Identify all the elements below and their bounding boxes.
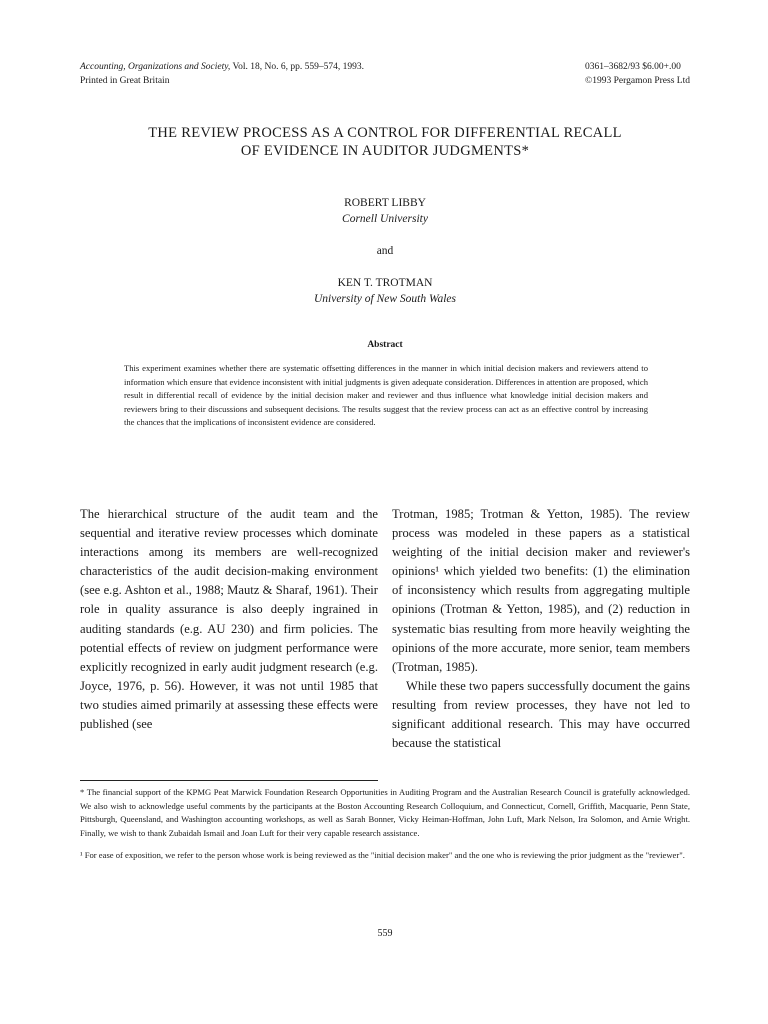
body-column-right [392,505,690,753]
footnote-1: ¹ For ease of exposition, we refer to the person whose work is being reviewed as the "initial decision maker" and the one who is reviewing the prior judgment as the "reviewer". [80,850,685,861]
paper-title [80,124,690,160]
title-line-2: OF EVIDENCE IN AUDITOR JUDGMENTS* [240,143,530,159]
author-block [80,195,690,307]
author-affiliation: University of New South Wales [313,293,457,305]
author-name: ROBERT LIBBY [344,197,426,209]
journal-citation [80,60,364,88]
footnote-acknowledgment: * The financial support of the KPMG Peat Marwick Foundation Research Opportunities in Auditing Program and the Australian Research Council is gratefully acknowledged. We also wish to acknowledge useful comments by the participants at the Boston Accounting Research Colloquium, and Connecticut, Cornell, Griffith, Macquarie, Penn State, Pittsburgh, Queensland, and Washington accounting workshops, as well as Sarah Bonner, Vicky Heiman-Hoffman, John Luft, Mark Nelson, Ira Solomon, and Arnie Wright. Finally, we wish to thank Zubaidah Ismail and Joan Luft for their very capable research assistance. [80,787,690,838]
author-conjunction: and [376,245,394,257]
body-column-left [80,505,378,734]
body-paragraph: The hierarchical structure of the audit team and the sequential and iterative review processes which dominate interactions among its members are well-recognized characteristics of the audit decision-making environment (see e.g. Ashton et al., 1988; Mautz & Sharaf, 1961). Their role in quality assurance is also deeply ingrained in auditing standards (e.g. AU 230) and firm policies. The potential effects of review on judgment performance were explicitly recognized in early audit judgment research (e.g. Joyce, 1976, p. 56). However, it was not until 1985 that two studies aimed primarily at assessing these effects were published (see [80,507,378,732]
printed-in: Printed in Great Britain [80,76,170,86]
page-number: 559 [377,928,393,939]
footnote-divider [80,780,378,781]
body-paragraph: While these two papers successfully document the gains resulting from review processes, they have not led to significant additional research. This may have occurred because the statistical [392,678,690,751]
author-1 [80,195,690,227]
copyright-notice: ©1993 Pergamon Press Ltd [585,76,690,86]
journal-name: Accounting, Organizations and Society, [80,62,231,72]
abstract-text: This experiment examines whether there are systematic offsetting differences in the manner in which initial decision makers and reviewers attend to information which ensure that evidence inconsistent with initial judgments is given adequate consideration. Differences in attention are proposed, which result in differential recall of evidence by the initial decision maker and reviewer and thus influence what knowledge initial decision makers and reviewers bring to their discussions and subsequent decisions. The results suggest that the review process can act as an effective control by increasing the chances that the implications of inconsistent evidence are considered. [124,363,648,428]
title-line-1: THE REVIEW PROCESS AS A CONTROL FOR DIFFERENTIAL RECALL [148,125,622,141]
publisher-info [585,60,690,88]
citation-line [80,60,364,74]
author-name: KEN T. TROTMAN [337,277,433,289]
issn-price: 0361–3682/93 $6.00+.00 [585,62,681,72]
abstract-heading: Abstract [367,340,403,350]
footnotes [80,786,690,872]
author-affiliation: Cornell University [342,213,428,225]
author-2 [80,275,690,307]
body-paragraph: Trotman, 1985; Trotman & Yetton, 1985). The review process was modeled in these papers as a statistical weighting of the initial decision maker and reviewer's opinions¹ which yielded two benefits: (1) the elimination of inconsistency which results from aggregating multiple opinions (Trotman & Yetton, 1985), and (2) reduction in systematic bias resulting from more heavily weighting the opinions of the more accurate, more senior, team members (Trotman, 1985). [392,507,690,674]
citation-volume: Vol. 18, No. 6, pp. 559–574, 1993. [230,62,365,72]
